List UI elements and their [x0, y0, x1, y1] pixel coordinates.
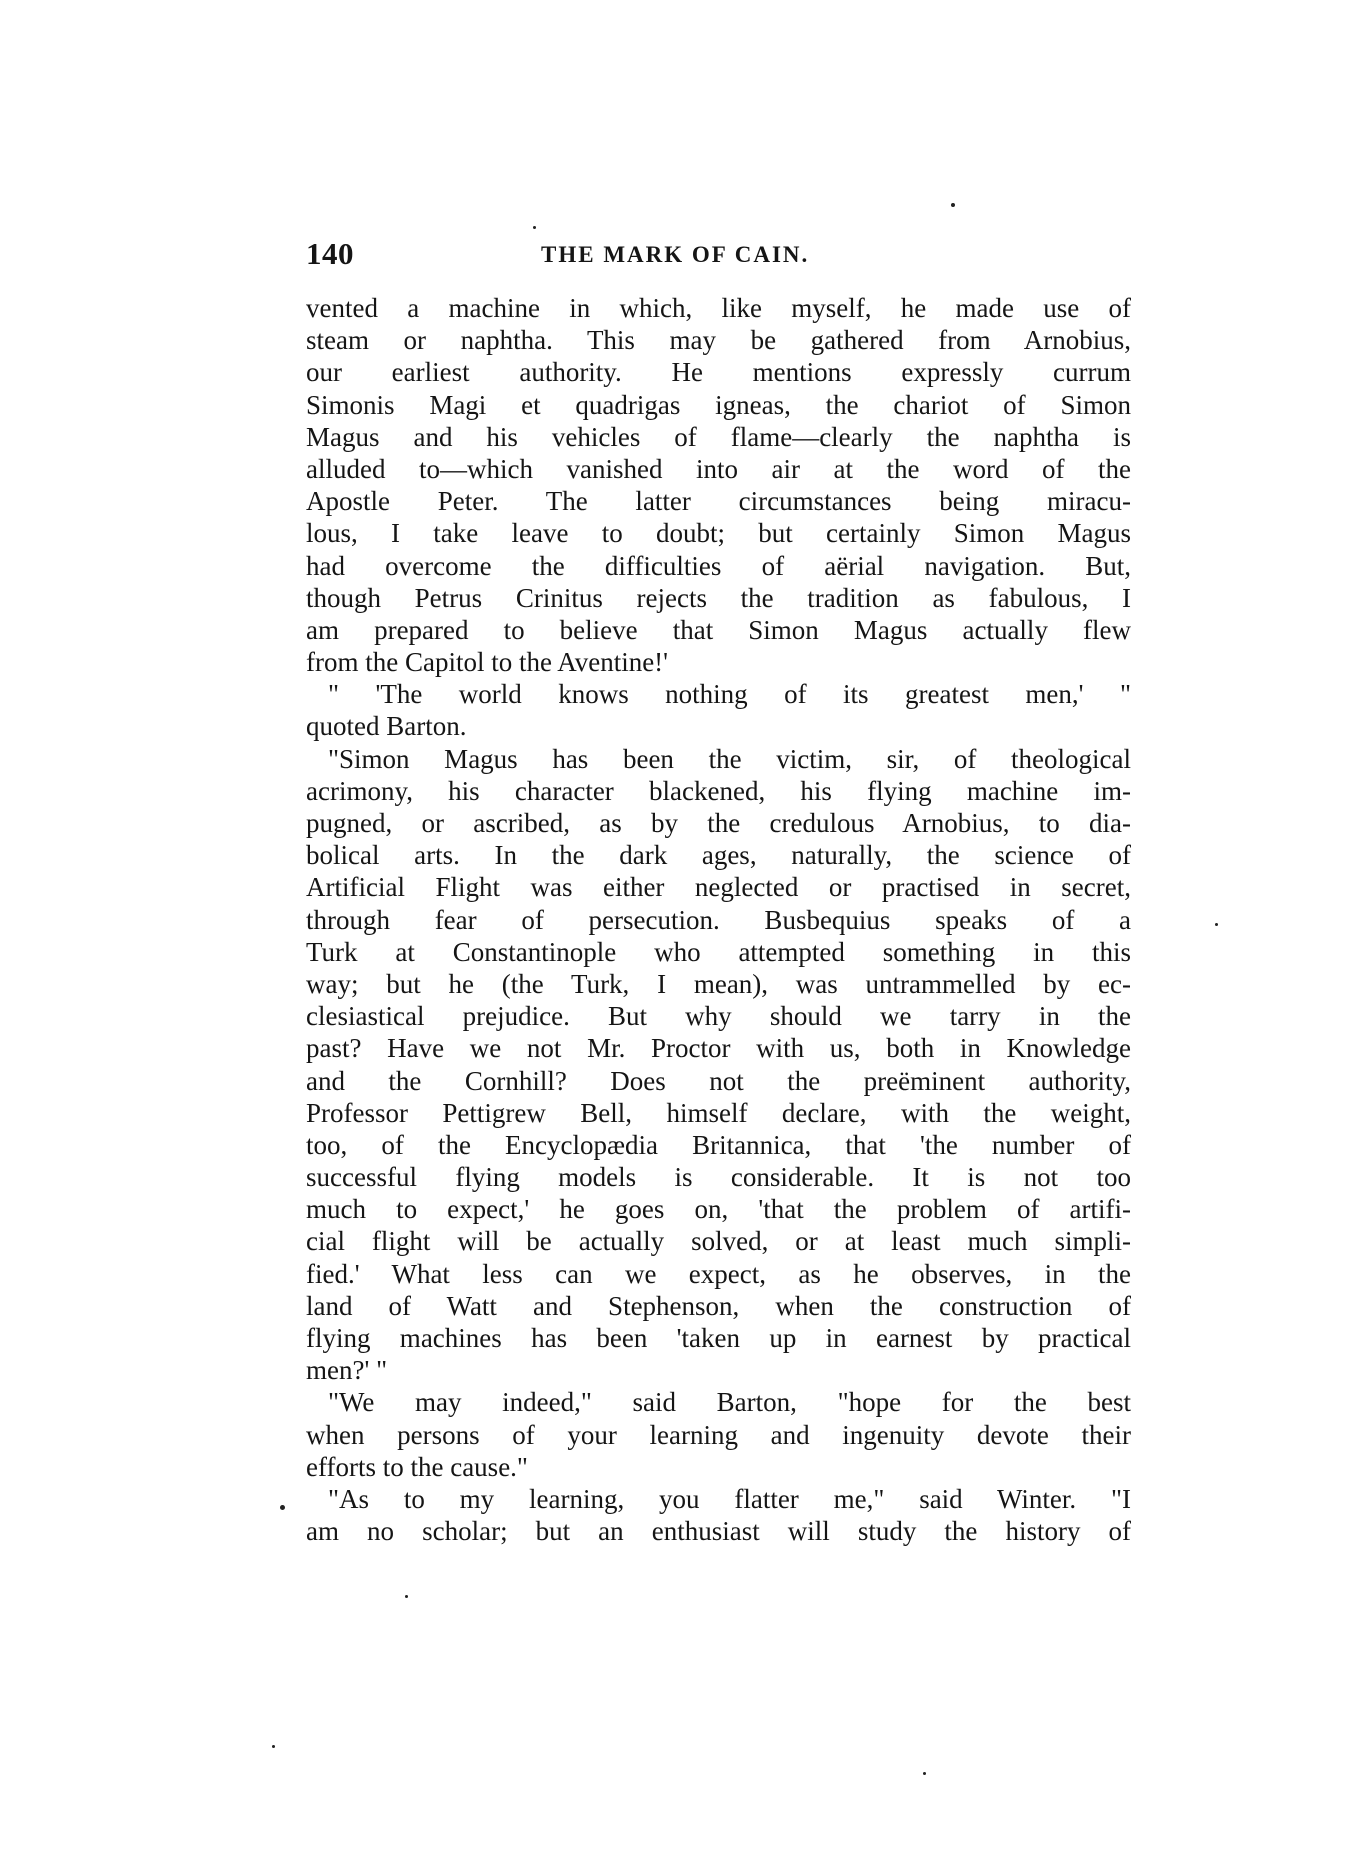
text-line: Simonis Magi et quadrigas igneas, the chariot of Simon: [306, 389, 1131, 420]
text-line: am no scholar; but an enthusiast will study the history of: [306, 1516, 1131, 1547]
text-line: " 'The world knows nothing of its greatest men,' ": [328, 679, 1131, 710]
text-line: Apostle Peter. The latter circumstances being miracu-: [306, 486, 1131, 517]
scan-speck: [533, 226, 536, 229]
text-line: "Simon Magus has been the victim, sir, of theological: [328, 743, 1131, 774]
scan-speck: [951, 203, 955, 207]
text-line: "As to my learning, you flatter me," said Winter. "I: [328, 1483, 1131, 1514]
text-line: Magus and his vehicles of flame—clearly the naphtha is: [306, 421, 1131, 452]
page-number: 140: [306, 236, 354, 271]
scan-speck: [280, 1505, 285, 1510]
text-line: am prepared to believe that Simon Magus actually flew: [306, 614, 1131, 645]
text-line: much to expect,' he goes on, 'that the problem of artifi-: [306, 1194, 1131, 1225]
text-line: flying machines has been 'taken up in earnest by practical: [306, 1323, 1131, 1353]
text-line: through fear of persecution. Busbequius speaks of a: [306, 904, 1131, 935]
text-line: lous, I take leave to doubt; but certainly Simon Magus: [306, 518, 1131, 549]
text-line: steam or naphtha. This may be gathered from Arnobius,: [306, 325, 1131, 356]
text-line: land of Watt and Stephenson, when the construction of: [306, 1290, 1131, 1321]
text-line: when persons of your learning and ingenuity devote their: [306, 1419, 1131, 1450]
scan-speck: [923, 1772, 926, 1775]
text-line: pugned, or ascribed, as by the credulous Arnobius, to dia-: [306, 808, 1131, 838]
text-line: from the Capitol to the Aventine!': [306, 647, 669, 678]
text-line: had overcome the difficulties of aërial navigation. But,: [306, 550, 1131, 581]
text-line: efforts to the cause.": [306, 1451, 528, 1482]
text-line: fied.' What less can we expect, as he observes, in the: [306, 1258, 1131, 1289]
text-line: our earliest authority. He mentions expressly currum: [306, 357, 1131, 388]
text-line: and the Cornhill? Does not the preëminent authority,: [306, 1065, 1131, 1096]
scan-speck: [272, 1745, 275, 1748]
scan-speck: [1215, 923, 1218, 926]
body-text: [306, 292, 1131, 1547]
page-header: [306, 236, 1131, 276]
text-line: acrimony, his character blackened, his flying machine im-: [306, 775, 1131, 806]
running-title: THE MARK OF CAIN.: [541, 242, 810, 267]
text-line: "We may indeed," said Barton, "hope for the best: [328, 1387, 1131, 1418]
text-line: cial flight will be actually solved, or at least much simpli-: [306, 1226, 1131, 1257]
text-line: way; but he (the Turk, I mean), was untrammelled by ec-: [306, 968, 1131, 999]
text-line: alluded to—which vanished into air at the word of the: [306, 453, 1131, 484]
text-line: men?' ": [306, 1355, 388, 1386]
text-line: Professor Pettigrew Bell, himself declare, with the weight,: [306, 1097, 1131, 1128]
text-line: quoted Barton.: [306, 711, 467, 742]
text-line: bolical arts. In the dark ages, naturally, the science of: [306, 840, 1131, 871]
text-line: past? Have we not Mr. Proctor with us, both in Knowledge: [306, 1033, 1131, 1064]
text-line: Artificial Flight was either neglected or practised in secret,: [306, 872, 1131, 903]
scan-speck: [405, 1595, 408, 1598]
text-line: though Petrus Crinitus rejects the tradition as fabulous, I: [306, 582, 1131, 613]
text-line: clesiastical prejudice. But why should we tarry in the: [306, 1001, 1131, 1032]
text-line: vented a machine in which, like myself, he made use of: [306, 293, 1131, 323]
text-line: Turk at Constantinople who attempted something in this: [306, 936, 1131, 967]
text-line: too, of the Encyclopædia Britannica, that 'the number of: [306, 1129, 1131, 1160]
text-line: successful flying models is considerable. It is not too: [306, 1162, 1131, 1193]
